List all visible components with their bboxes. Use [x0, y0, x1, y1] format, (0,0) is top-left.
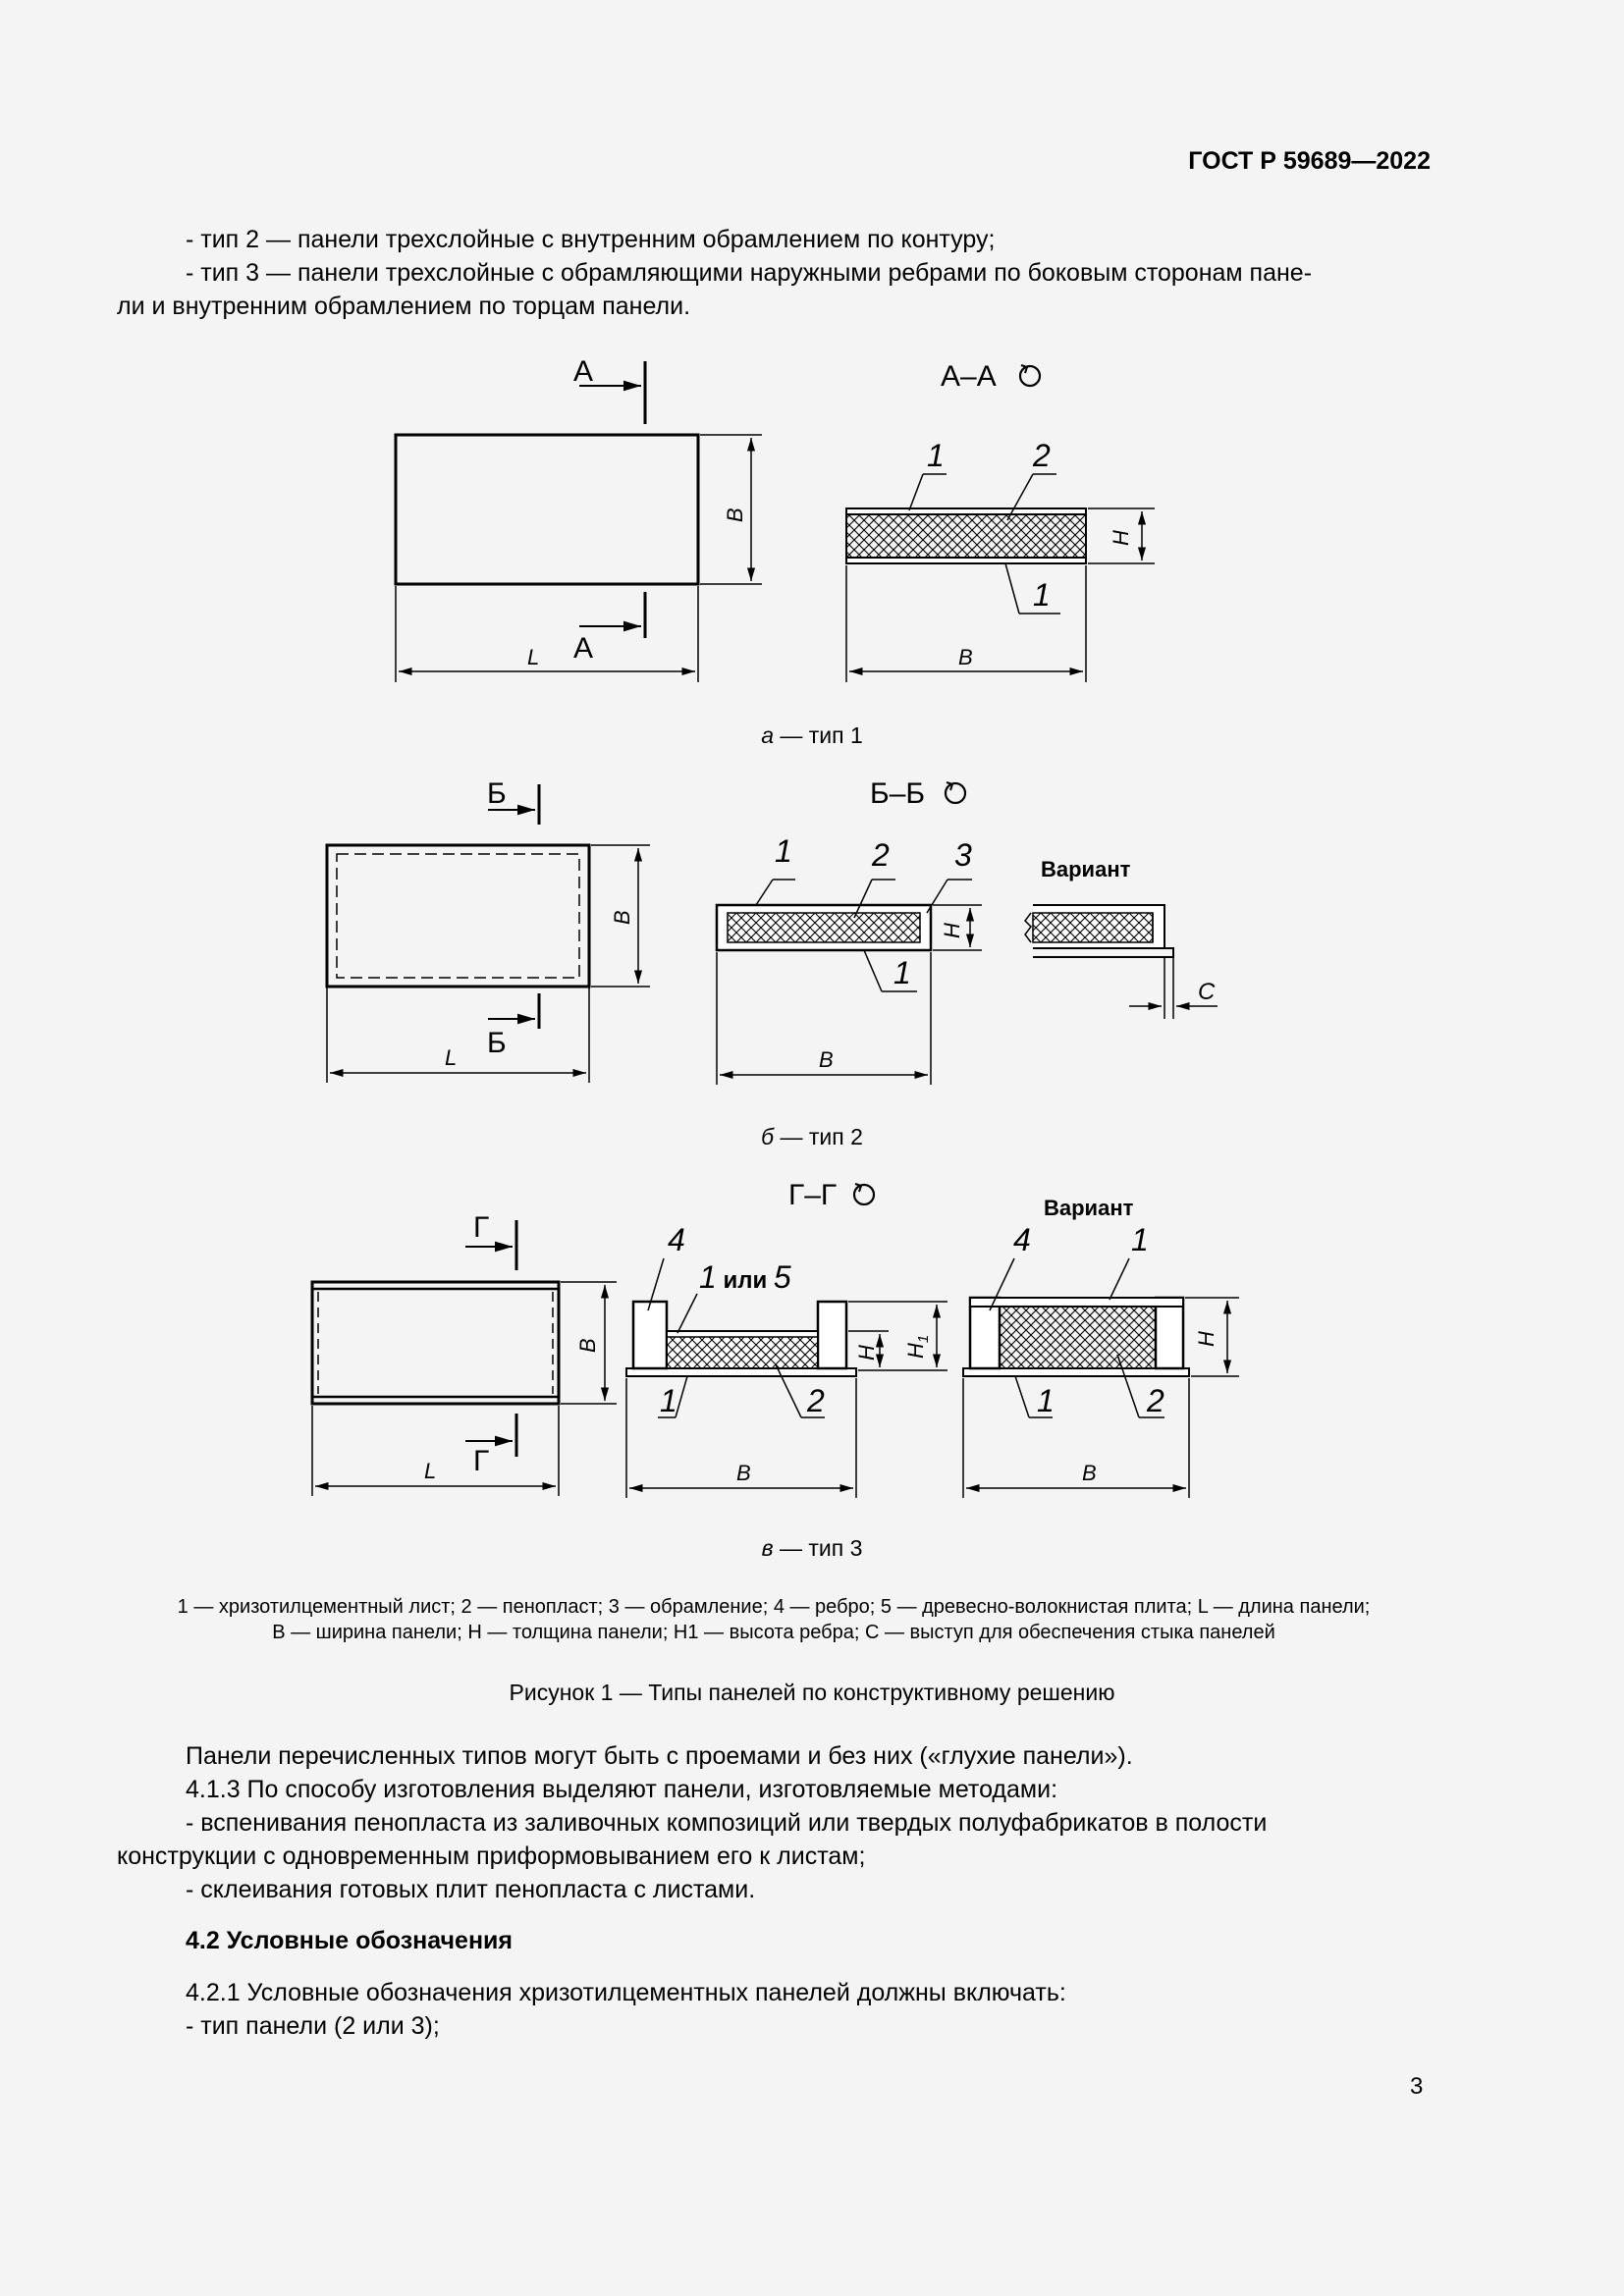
callout-1b-variant: 1 [1037, 1383, 1055, 1418]
body-text-2 [117, 1976, 1431, 2043]
section-title-a: А–А [941, 360, 997, 393]
paragraph: конструкции с одновременным приформовыванием его к листам; [117, 1842, 866, 1870]
legend-line-1: 1 — хризотилцементный лист; 2 — пенопласт; 3 — обрамление; 4 — ребро; 5 — древесно-волокнистая плита; L — длина панели; [177, 1596, 1371, 1618]
callout-4-variant: 4 [1013, 1222, 1031, 1257]
paragraph: 4.1.3 По способу изготовления выделяют панели, изготовляемые методами: [186, 1776, 1058, 1803]
section-title-b: Б–Б [870, 777, 926, 810]
figure-b [327, 777, 1218, 1085]
dim-B2-a: B [958, 645, 973, 669]
callout-4-c: 4 [668, 1222, 685, 1257]
section-mark-bottom-a: А [573, 632, 594, 665]
callout-1-b: 1 [775, 833, 792, 869]
callout-1-variant: 1 [1131, 1222, 1149, 1257]
figure-c [312, 1179, 1239, 1498]
dim-B-c: B [575, 1338, 600, 1353]
foam-core-a [846, 514, 1086, 558]
foam-core-b [728, 913, 920, 942]
callout-1or5-c: 1 или 5 [699, 1259, 791, 1295]
dim-H-variant-c: H [1194, 1331, 1218, 1347]
dim-H-b: H [940, 923, 964, 938]
legend-line-2: B — ширина панели; H — толщина панели; H1 — высота ребра; C — выступ для обеспечения стыка панелей [272, 1622, 1275, 1643]
callout-1-c: 1 [660, 1383, 677, 1418]
list-item-type3: - тип 3 — панели трехслойные с обрамляющими наружными ребрами по боковым сторонам пане- [186, 259, 1313, 287]
panel-plan-b [327, 845, 589, 987]
list-item-type2: - тип 2 — панели трехслойные с внутренним обрамлением по контуру; [186, 226, 996, 253]
caption-c: в — тип 3 [761, 1535, 863, 1561]
variant-label-b: Вариант [1041, 857, 1131, 881]
section-title-c: Г–Г [788, 1179, 838, 1211]
paragraph: - склеивания готовых плит пенопласта с листами. [186, 1876, 756, 1903]
dim-H-c: H [854, 1345, 879, 1361]
callout-1-a: 1 [927, 438, 945, 473]
figure-legend [117, 1594, 1431, 1645]
section-mark-top-b: Б [487, 777, 507, 810]
callout-2-a: 2 [1033, 438, 1051, 473]
section-mark-top-a: А [573, 355, 594, 388]
caption-b: б — тип 2 [761, 1124, 863, 1149]
dim-B3-c: B [1082, 1461, 1097, 1485]
dim-H-a: H [1109, 530, 1133, 546]
callout-3-b: 3 [954, 837, 972, 873]
section-mark-top-c: Г [473, 1211, 490, 1244]
section-heading: 4.2 Условные обозначения [186, 1927, 514, 1954]
callout-1b-b: 1 [893, 955, 911, 990]
panel-plan-c [312, 1282, 559, 1404]
dim-B-b: B [610, 910, 634, 925]
dim-L-c: L [424, 1459, 437, 1483]
panel-plan-a [396, 435, 698, 584]
paragraph: Панели перечисленных типов могут быть с проемами и без них («глухие панели»). [186, 1742, 1133, 1770]
dim-L-a: L [527, 645, 540, 669]
body-text [117, 1739, 1431, 1906]
callout-2-variant: 2 [1147, 1383, 1164, 1418]
caption-a: а — тип 1 [761, 722, 863, 748]
dim-H1-c: $H_1$ [903, 1334, 932, 1359]
dim-L-b: L [445, 1045, 458, 1070]
dim-C-b: C [1198, 979, 1216, 1005]
figure-a [396, 355, 1155, 682]
paragraph: - вспенивания пенопласта из заливочных композиций или твердых полуфабрикатов в полости [186, 1809, 1268, 1837]
figure-title: Рисунок 1 — Типы панелей по конструктивному решению [509, 1680, 1115, 1705]
document-id: ГОСТ Р 59689—2022 [1188, 147, 1431, 175]
section-mark-bottom-c: Г [473, 1445, 490, 1477]
variant-label-c: Вариант [1044, 1196, 1134, 1220]
dim-B-a: B [723, 507, 747, 522]
callout-2-b: 2 [872, 837, 890, 873]
dim-B2-c: B [736, 1461, 751, 1485]
dim-B2-b: B [819, 1047, 834, 1072]
paragraph: 4.2.1 Условные обозначения хризотилцементных панелей должны включать: [186, 1979, 1066, 2006]
section-mark-bottom-b: Б [487, 1027, 507, 1059]
page-number: 3 [1410, 2073, 1424, 2100]
list-item-type3-cont: ли и внутренним обрамлением по торцам панели. [117, 293, 691, 320]
callout-1b-a: 1 [1033, 577, 1051, 613]
paragraph: - тип панели (2 или 3); [186, 2012, 440, 2040]
callout-2-c: 2 [807, 1383, 825, 1418]
foam-core-c [667, 1337, 818, 1368]
rotate-icon [1020, 366, 1040, 386]
